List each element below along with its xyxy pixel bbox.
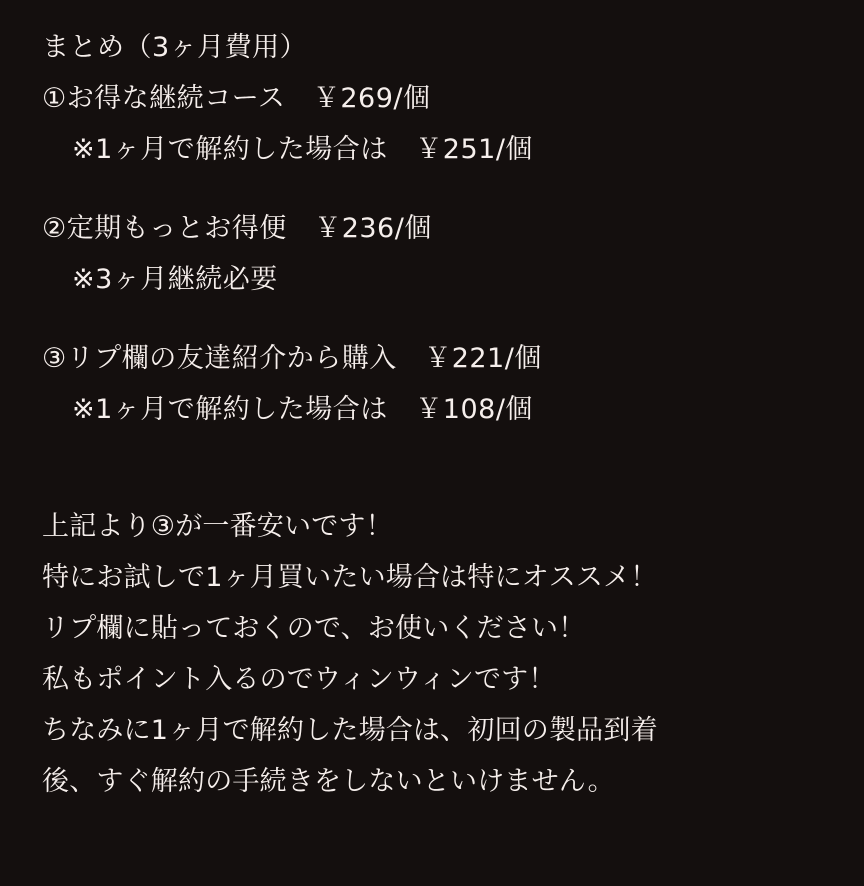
summary-item-1-main: ①お得な継続コース ￥269/個: [42, 83, 431, 114]
closing-line-6: 後、すぐ解約の手続きをしないといけません。: [42, 766, 615, 797]
summary-item-2-note: ※3ヶ月継続必要: [72, 264, 278, 295]
closing-line-2: 特にお試しで1ヶ月買いたい場合は特にオススメ！: [42, 562, 658, 593]
spacer-1: [42, 175, 834, 203]
summary-item-3-main: ③リプ欄の友達紹介から購入 ￥221/個: [42, 343, 542, 374]
closing-line-5: ちなみに1ヶ月で解約した場合は、初回の製品到着: [42, 715, 658, 746]
closing-line-1: 上記より③が一番安いです！: [42, 511, 393, 542]
closing-line-3: リプ欄に貼っておくので、お使いください！: [42, 613, 586, 644]
summary-item-2-main: ②定期もっとお得便 ￥236/個: [42, 213, 432, 244]
summary-item-1-note: ※1ヶ月で解約した場合は ￥251/個: [72, 134, 533, 165]
spacer-3: [42, 435, 834, 501]
summary-section: [42, 22, 834, 435]
closing-section: [42, 501, 834, 807]
summary-item-3-note: ※1ヶ月で解約した場合は ￥108/個: [72, 394, 533, 425]
spacer-2: [42, 305, 834, 333]
summary-heading: まとめ（3ヶ月費用）: [42, 32, 308, 63]
closing-line-4: 私もポイント入るのでウィンウィンです！: [42, 664, 556, 695]
